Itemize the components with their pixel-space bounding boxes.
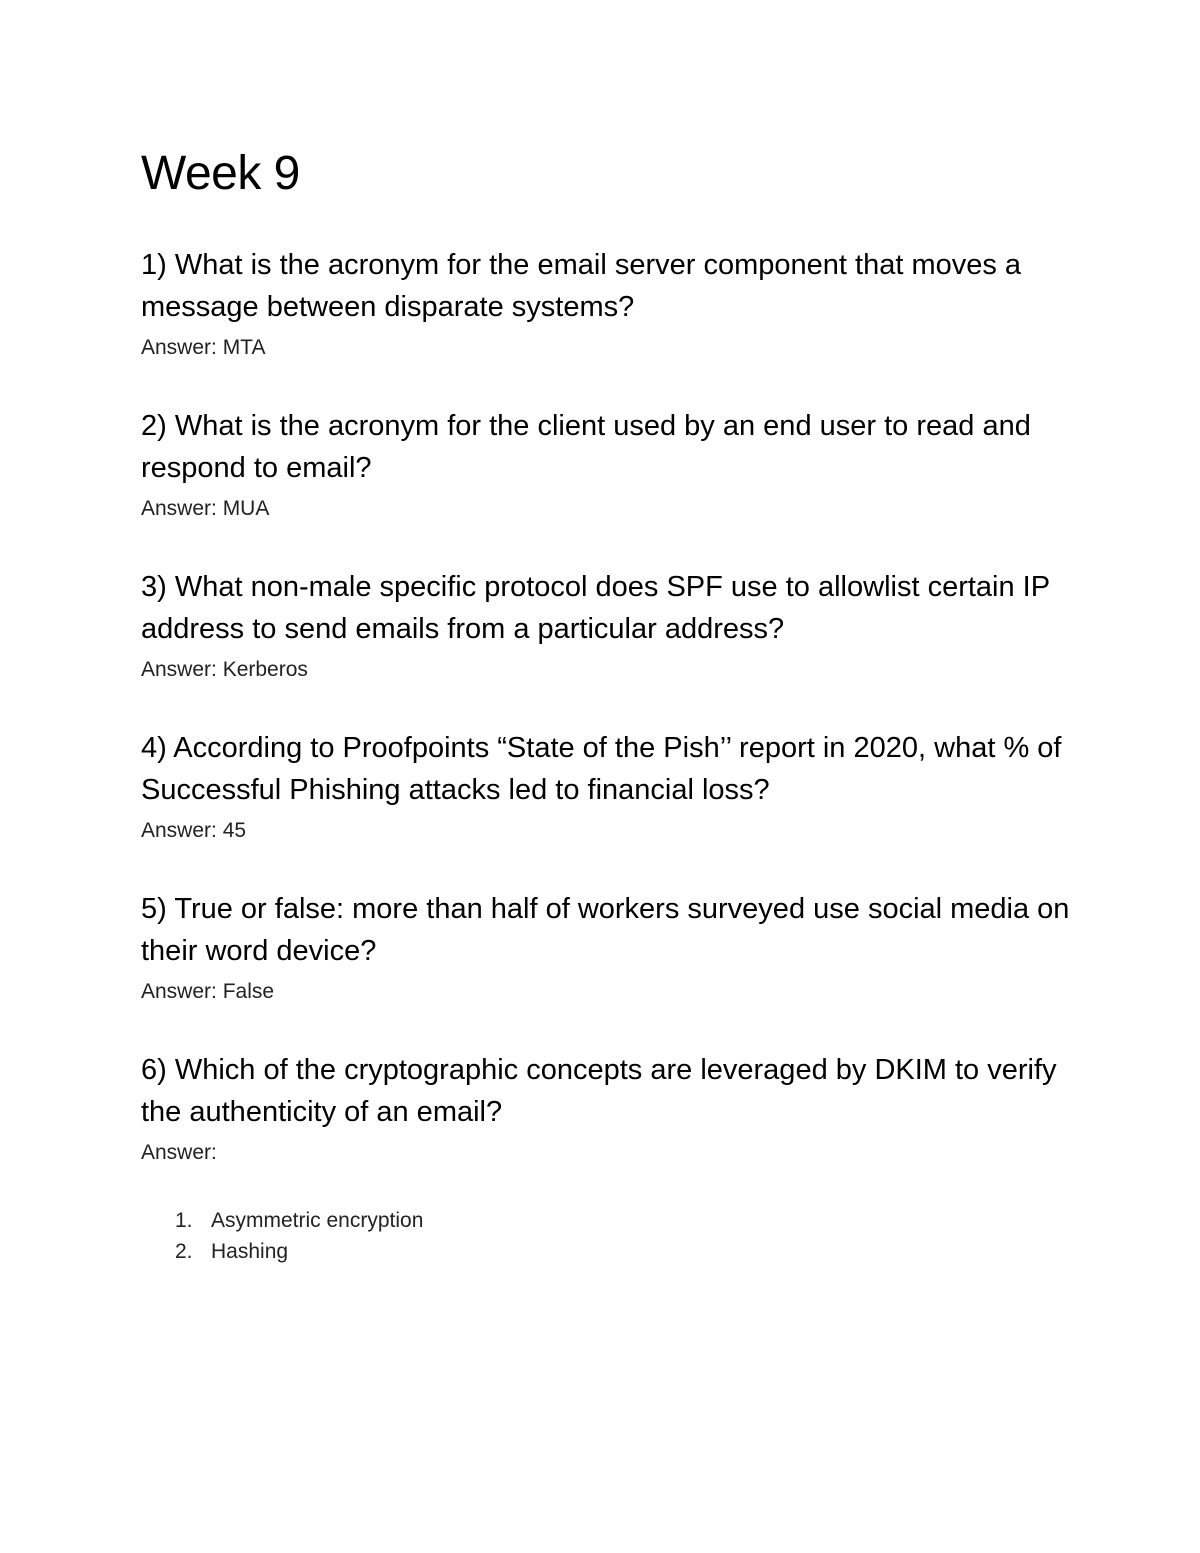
question-block-2 [141, 405, 1071, 523]
question-block-6 [141, 1049, 1071, 1167]
question-3-text: 3) What non-male specific protocol does SPF use to allowlist certain IP address to send emails from a particular address? [141, 571, 1050, 645]
question-6-text: 6) Which of the cryptographic concepts are leveraged by DKIM to verify the authenticity of an email? [141, 1054, 1057, 1128]
question-4-answer: Answer: 45 [141, 819, 247, 842]
question-1-answer: Answer: MTA [141, 336, 266, 359]
list-item-number: 1. [175, 1209, 193, 1232]
answer-list [141, 1205, 423, 1267]
question-4-text: 4) According to Proofpoints “State of the Pish’’ report in 2020, what % of Successful Phishing attacks led to financial loss? [141, 732, 1062, 806]
question-3-answer: Answer: Kerberos [141, 658, 308, 681]
list-item-number: 2. [175, 1240, 193, 1263]
list-item [141, 1205, 423, 1236]
question-1-text: 1) What is the acronym for the email server component that moves a message between disparate systems? [141, 249, 1022, 323]
page-title: Week 9 [141, 147, 300, 200]
question-5-answer: Answer: False [141, 980, 275, 1003]
question-2-answer: Answer: MUA [141, 497, 270, 520]
question-block-1 [141, 244, 1071, 362]
question-block-4 [141, 727, 1071, 845]
question-block-3 [141, 566, 1071, 684]
list-item-text: Hashing [211, 1240, 289, 1263]
list-item [141, 1236, 423, 1267]
list-item-text: Asymmetric encryption [211, 1209, 424, 1232]
question-6-answer: Answer: [141, 1141, 217, 1164]
question-2-text: 2) What is the acronym for the client used by an end user to read and respond to email? [141, 410, 1031, 484]
question-block-5 [141, 888, 1071, 1006]
question-5-text: 5) True or false: more than half of workers surveyed use social media on their word device? [141, 893, 1070, 967]
